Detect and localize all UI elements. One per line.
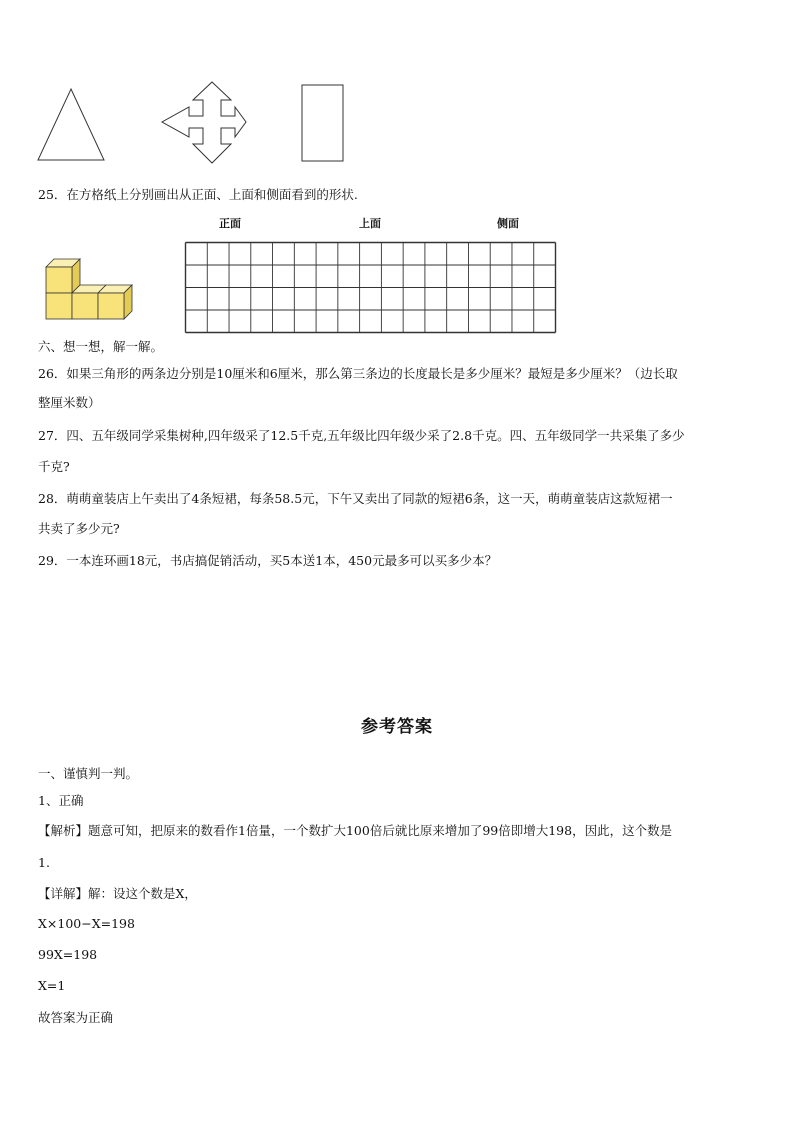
cube-front-face [98, 293, 124, 319]
conclusion-line: 故答案为正确 [38, 1010, 114, 1025]
section-six-heading: 六、想一想，解一解。 [38, 339, 164, 354]
detail-line: 【详解】解：设这个数是X， [38, 886, 197, 901]
question-28-line2: 共卖了多少元? [38, 521, 120, 536]
question-27-line2: 千克? [38, 459, 70, 474]
top-shapes [30, 78, 360, 178]
answers-title: 参考答案 [361, 717, 433, 737]
cube-front-face [46, 293, 72, 319]
grid-paper [184, 241, 558, 334]
question-25: 25．在方格纸上分别画出从正面、上面和侧面看到的形状. [38, 187, 358, 202]
question-26-line2: 整厘米数） [38, 395, 101, 410]
analysis-line2: 1. [38, 855, 50, 870]
question-27-line1: 27．四、五年级同学采集树种,四年级采了12.5千克,五年级比四年级少采了2.8千克。四、五年级同学一共采集了多少 [38, 428, 685, 443]
question-28-line1: 28．萌萌童装店上午卖出了4条短裙，每条58.5元，下午又卖出了同款的短裙6条，这一天，萌萌童装店这款短裙一 [38, 491, 673, 506]
question-29: 29．一本连环画18元，书店搞促销活动，买5本送1本，450元最多可以买多少本？ [38, 553, 498, 568]
answer-1: 1、正确 [38, 793, 84, 808]
equation-2: 99X=198 [38, 947, 98, 962]
label-top-view: 上面 [359, 217, 381, 230]
equation-3: X=1 [38, 978, 66, 993]
triangle-shape [38, 89, 104, 160]
four-arrow-shape-outline [162, 82, 246, 163]
question-26-line1: 26．如果三角形的两条边分别是10厘米和6厘米，那么第三条边的长度最长是多少厘米？最短是多少厘米？（边长取 [38, 366, 678, 381]
equation-1: X×100−X=198 [38, 916, 135, 931]
rectangle-shape [302, 85, 343, 161]
analysis-line1: 【解析】题意可知，把原来的数看作1倍量，一个数扩大100倍后就比原来增加了99倍即增大198，因此，这个数是 [38, 823, 673, 838]
label-side-view: 侧面 [497, 217, 519, 230]
label-front-view: 正面 [219, 217, 241, 230]
cube-front-face [46, 267, 72, 293]
cube-front-face [72, 293, 98, 319]
cube-figure [40, 255, 140, 327]
answers-section-one: 一、谨慎判一判。 [38, 766, 139, 781]
